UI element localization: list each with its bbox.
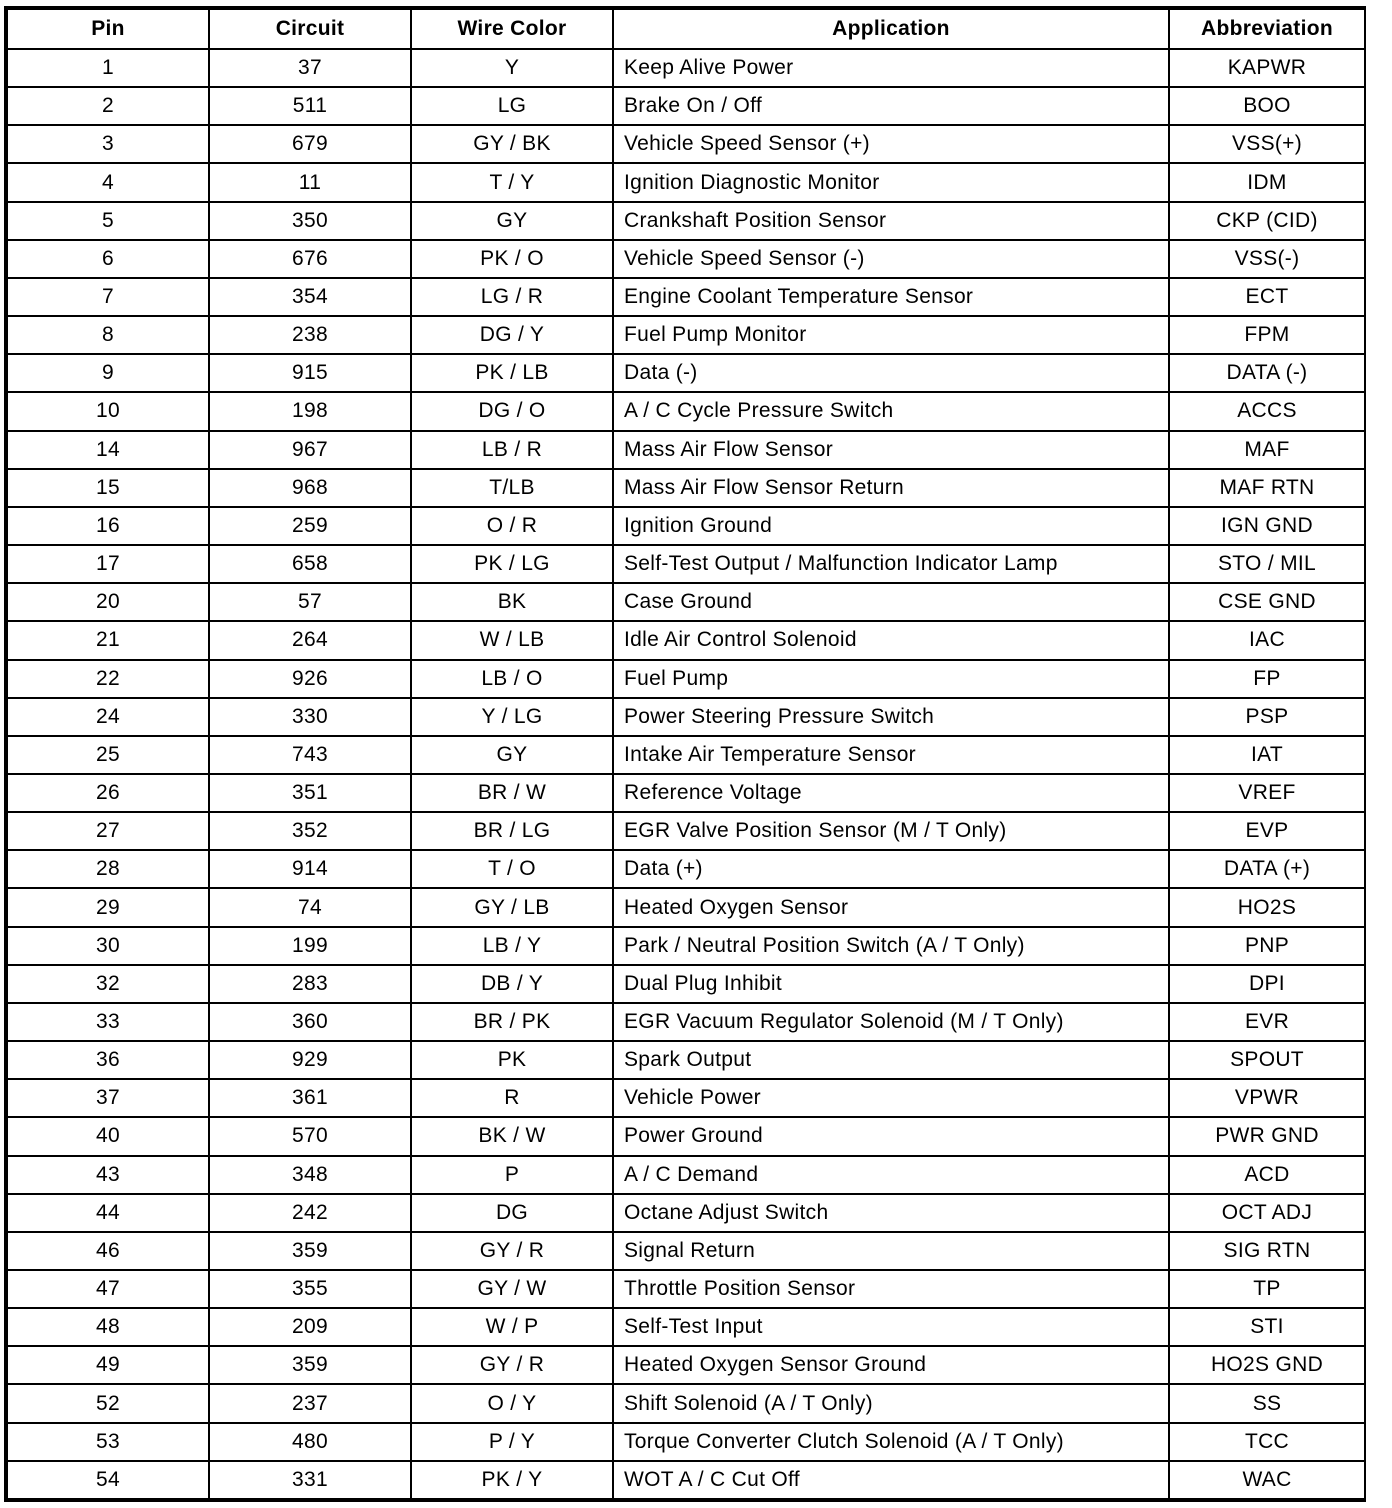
wire-color-cell: T / O <box>411 850 613 888</box>
circuit-cell: 350 <box>209 202 411 240</box>
table-row <box>7 469 1365 507</box>
wire-color-cell: R <box>411 1079 613 1117</box>
circuit-cell: 259 <box>209 507 411 545</box>
circuit-cell: 359 <box>209 1346 411 1384</box>
circuit-cell: 915 <box>209 354 411 392</box>
application-cell: Ignition Ground <box>613 507 1169 545</box>
application-cell: Heated Oxygen Sensor <box>613 888 1169 926</box>
table-row <box>7 850 1365 888</box>
abbreviation-cell: SIG RTN <box>1169 1232 1365 1270</box>
application-cell: Crankshaft Position Sensor <box>613 202 1169 240</box>
circuit-cell: 37 <box>209 49 411 87</box>
pin-cell: 21 <box>7 621 209 659</box>
abbreviation-cell: VREF <box>1169 774 1365 812</box>
wire-color-cell: GY / LB <box>411 888 613 926</box>
wire-color-cell: PK / Y <box>411 1461 613 1499</box>
table-row <box>7 583 1365 621</box>
application-cell: Self-Test Input <box>613 1308 1169 1346</box>
table-row <box>7 888 1365 926</box>
abbreviation-cell: PWR GND <box>1169 1117 1365 1155</box>
pin-cell: 29 <box>7 888 209 926</box>
wire-color-cell: GY / R <box>411 1232 613 1270</box>
application-cell: Power Ground <box>613 1117 1169 1155</box>
table-row <box>7 1384 1365 1422</box>
application-cell: Ignition Diagnostic Monitor <box>613 163 1169 201</box>
circuit-cell: 968 <box>209 469 411 507</box>
wire-color-cell: DG / O <box>411 392 613 430</box>
table-row <box>7 660 1365 698</box>
abbreviation-cell: STO / MIL <box>1169 545 1365 583</box>
abbreviation-cell: MAF RTN <box>1169 469 1365 507</box>
pin-cell: 24 <box>7 698 209 736</box>
pin-cell: 44 <box>7 1194 209 1232</box>
abbreviation-cell: ACD <box>1169 1156 1365 1194</box>
circuit-cell: 359 <box>209 1232 411 1270</box>
application-cell: WOT A / C Cut Off <box>613 1461 1169 1499</box>
circuit-cell: 743 <box>209 736 411 774</box>
application-cell: Fuel Pump <box>613 660 1169 698</box>
circuit-cell: 209 <box>209 1308 411 1346</box>
header-circuit: Circuit <box>209 9 411 49</box>
abbreviation-cell: IAT <box>1169 736 1365 774</box>
circuit-cell: 351 <box>209 774 411 812</box>
abbreviation-cell: MAF <box>1169 431 1365 469</box>
table-row <box>7 774 1365 812</box>
wire-color-cell: DG / Y <box>411 316 613 354</box>
abbreviation-cell: CSE GND <box>1169 583 1365 621</box>
wire-color-cell: PK / LG <box>411 545 613 583</box>
circuit-cell: 360 <box>209 1003 411 1041</box>
abbreviation-cell: STI <box>1169 1308 1365 1346</box>
abbreviation-cell: IAC <box>1169 621 1365 659</box>
abbreviation-cell: DATA (+) <box>1169 850 1365 888</box>
wire-color-cell: LB / Y <box>411 927 613 965</box>
header-wire-color: Wire Color <box>411 9 613 49</box>
wire-color-cell: O / R <box>411 507 613 545</box>
table-row <box>7 1308 1365 1346</box>
pin-cell: 33 <box>7 1003 209 1041</box>
application-cell: Spark Output <box>613 1041 1169 1079</box>
table-row <box>7 392 1365 430</box>
application-cell: Heated Oxygen Sensor Ground <box>613 1346 1169 1384</box>
pin-cell: 26 <box>7 774 209 812</box>
application-cell: Torque Converter Clutch Solenoid (A / T Only) <box>613 1423 1169 1461</box>
wire-color-cell: GY / BK <box>411 125 613 163</box>
wire-color-cell: BR / PK <box>411 1003 613 1041</box>
wire-color-cell: GY <box>411 202 613 240</box>
application-cell: Signal Return <box>613 1232 1169 1270</box>
table-row <box>7 163 1365 201</box>
pin-cell: 3 <box>7 125 209 163</box>
table-row <box>7 278 1365 316</box>
abbreviation-cell: EVP <box>1169 812 1365 850</box>
abbreviation-cell: ACCS <box>1169 392 1365 430</box>
application-cell: Throttle Position Sensor <box>613 1270 1169 1308</box>
circuit-cell: 679 <box>209 125 411 163</box>
wire-color-cell: BR / LG <box>411 812 613 850</box>
application-cell: Engine Coolant Temperature Sensor <box>613 278 1169 316</box>
pin-cell: 40 <box>7 1117 209 1155</box>
application-cell: Shift Solenoid (A / T Only) <box>613 1384 1169 1422</box>
application-cell: A / C Demand <box>613 1156 1169 1194</box>
header-pin: Pin <box>7 9 209 49</box>
abbreviation-cell: OCT ADJ <box>1169 1194 1365 1232</box>
wire-color-cell: GY <box>411 736 613 774</box>
application-cell: Park / Neutral Position Switch (A / T Only) <box>613 927 1169 965</box>
wire-color-cell: BK / W <box>411 1117 613 1155</box>
wire-color-cell: W / P <box>411 1308 613 1346</box>
pin-cell: 36 <box>7 1041 209 1079</box>
application-cell: EGR Vacuum Regulator Solenoid (M / T Only) <box>613 1003 1169 1041</box>
table-row <box>7 812 1365 850</box>
abbreviation-cell: IGN GND <box>1169 507 1365 545</box>
abbreviation-cell: FPM <box>1169 316 1365 354</box>
circuit-cell: 331 <box>209 1461 411 1499</box>
application-cell: Idle Air Control Solenoid <box>613 621 1169 659</box>
header-row <box>7 9 1365 49</box>
abbreviation-cell: VSS(-) <box>1169 240 1365 278</box>
table-row <box>7 1194 1365 1232</box>
application-cell: Vehicle Speed Sensor (+) <box>613 125 1169 163</box>
pinout-table-container <box>4 6 1366 1502</box>
wire-color-cell: BR / W <box>411 774 613 812</box>
wire-color-cell: T / Y <box>411 163 613 201</box>
abbreviation-cell: DPI <box>1169 965 1365 1003</box>
application-cell: Octane Adjust Switch <box>613 1194 1169 1232</box>
application-cell: Keep Alive Power <box>613 49 1169 87</box>
abbreviation-cell: VPWR <box>1169 1079 1365 1117</box>
table-row <box>7 316 1365 354</box>
table-row <box>7 698 1365 736</box>
application-cell: Vehicle Speed Sensor (-) <box>613 240 1169 278</box>
wire-color-cell: P / Y <box>411 1423 613 1461</box>
application-cell: Mass Air Flow Sensor <box>613 431 1169 469</box>
abbreviation-cell: PSP <box>1169 698 1365 736</box>
table-row <box>7 125 1365 163</box>
wire-color-cell: PK <box>411 1041 613 1079</box>
application-cell: Dual Plug Inhibit <box>613 965 1169 1003</box>
pin-cell: 10 <box>7 392 209 430</box>
abbreviation-cell: DATA (-) <box>1169 354 1365 392</box>
pin-cell: 27 <box>7 812 209 850</box>
table-row <box>7 49 1365 87</box>
pin-cell: 4 <box>7 163 209 201</box>
wire-color-cell: W / LB <box>411 621 613 659</box>
application-cell: Power Steering Pressure Switch <box>613 698 1169 736</box>
table-row <box>7 1346 1365 1384</box>
wire-color-cell: LB / O <box>411 660 613 698</box>
circuit-cell: 914 <box>209 850 411 888</box>
wire-color-cell: Y <box>411 49 613 87</box>
circuit-cell: 238 <box>209 316 411 354</box>
application-cell: Mass Air Flow Sensor Return <box>613 469 1169 507</box>
abbreviation-cell: HO2S <box>1169 888 1365 926</box>
pin-cell: 14 <box>7 431 209 469</box>
circuit-cell: 967 <box>209 431 411 469</box>
table-row <box>7 1003 1365 1041</box>
application-cell: Reference Voltage <box>613 774 1169 812</box>
circuit-cell: 74 <box>209 888 411 926</box>
table-row <box>7 1041 1365 1079</box>
abbreviation-cell: SS <box>1169 1384 1365 1422</box>
circuit-cell: 511 <box>209 87 411 125</box>
application-cell: EGR Valve Position Sensor (M / T Only) <box>613 812 1169 850</box>
abbreviation-cell: PNP <box>1169 927 1365 965</box>
table-row <box>7 1232 1365 1270</box>
wire-color-cell: T/LB <box>411 469 613 507</box>
application-cell: Case Ground <box>613 583 1169 621</box>
header-abbreviation: Abbreviation <box>1169 9 1365 49</box>
pin-cell: 49 <box>7 1346 209 1384</box>
table-row <box>7 354 1365 392</box>
wire-color-cell: Y / LG <box>411 698 613 736</box>
table-row <box>7 965 1365 1003</box>
table-row <box>7 1079 1365 1117</box>
circuit-cell: 658 <box>209 545 411 583</box>
wire-color-cell: PK / LB <box>411 354 613 392</box>
circuit-cell: 929 <box>209 1041 411 1079</box>
circuit-cell: 348 <box>209 1156 411 1194</box>
application-cell: A / C Cycle Pressure Switch <box>613 392 1169 430</box>
circuit-cell: 361 <box>209 1079 411 1117</box>
pin-cell: 48 <box>7 1308 209 1346</box>
circuit-cell: 237 <box>209 1384 411 1422</box>
table-row <box>7 1423 1365 1461</box>
pin-cell: 47 <box>7 1270 209 1308</box>
pin-cell: 15 <box>7 469 209 507</box>
abbreviation-cell: KAPWR <box>1169 49 1365 87</box>
abbreviation-cell: SPOUT <box>1169 1041 1365 1079</box>
pin-cell: 2 <box>7 87 209 125</box>
circuit-cell: 199 <box>209 927 411 965</box>
circuit-cell: 354 <box>209 278 411 316</box>
application-cell: Brake On / Off <box>613 87 1169 125</box>
pin-cell: 6 <box>7 240 209 278</box>
pin-cell: 9 <box>7 354 209 392</box>
table-row <box>7 507 1365 545</box>
circuit-cell: 480 <box>209 1423 411 1461</box>
pinout-table <box>6 8 1366 1500</box>
wire-color-cell: O / Y <box>411 1384 613 1422</box>
pin-cell: 53 <box>7 1423 209 1461</box>
wire-color-cell: DB / Y <box>411 965 613 1003</box>
pin-cell: 7 <box>7 278 209 316</box>
application-cell: Intake Air Temperature Sensor <box>613 736 1169 774</box>
abbreviation-cell: WAC <box>1169 1461 1365 1499</box>
table-row <box>7 1461 1365 1499</box>
pin-cell: 37 <box>7 1079 209 1117</box>
wire-color-cell: GY / R <box>411 1346 613 1384</box>
circuit-cell: 355 <box>209 1270 411 1308</box>
abbreviation-cell: IDM <box>1169 163 1365 201</box>
table-row <box>7 431 1365 469</box>
application-cell: Data (-) <box>613 354 1169 392</box>
wire-color-cell: DG <box>411 1194 613 1232</box>
pin-cell: 25 <box>7 736 209 774</box>
circuit-cell: 11 <box>209 163 411 201</box>
table-row <box>7 1117 1365 1155</box>
table-row <box>7 545 1365 583</box>
pin-cell: 43 <box>7 1156 209 1194</box>
abbreviation-cell: HO2S GND <box>1169 1346 1365 1384</box>
circuit-cell: 570 <box>209 1117 411 1155</box>
wire-color-cell: GY / W <box>411 1270 613 1308</box>
circuit-cell: 264 <box>209 621 411 659</box>
pin-cell: 17 <box>7 545 209 583</box>
circuit-cell: 283 <box>209 965 411 1003</box>
pin-cell: 8 <box>7 316 209 354</box>
pin-cell: 1 <box>7 49 209 87</box>
abbreviation-cell: VSS(+) <box>1169 125 1365 163</box>
abbreviation-cell: CKP (CID) <box>1169 202 1365 240</box>
wire-color-cell: BK <box>411 583 613 621</box>
pin-cell: 5 <box>7 202 209 240</box>
circuit-cell: 926 <box>209 660 411 698</box>
pin-cell: 54 <box>7 1461 209 1499</box>
application-cell: Self-Test Output / Malfunction Indicator Lamp <box>613 545 1169 583</box>
pin-cell: 32 <box>7 965 209 1003</box>
circuit-cell: 676 <box>209 240 411 278</box>
pin-cell: 52 <box>7 1384 209 1422</box>
circuit-cell: 352 <box>209 812 411 850</box>
circuit-cell: 57 <box>209 583 411 621</box>
pin-cell: 20 <box>7 583 209 621</box>
table-row <box>7 1270 1365 1308</box>
table-row <box>7 736 1365 774</box>
circuit-cell: 198 <box>209 392 411 430</box>
table-row <box>7 621 1365 659</box>
abbreviation-cell: EVR <box>1169 1003 1365 1041</box>
table-row <box>7 87 1365 125</box>
abbreviation-cell: ECT <box>1169 278 1365 316</box>
application-cell: Fuel Pump Monitor <box>613 316 1169 354</box>
header-application: Application <box>613 9 1169 49</box>
table-row <box>7 1156 1365 1194</box>
wire-color-cell: PK / O <box>411 240 613 278</box>
wire-color-cell: P <box>411 1156 613 1194</box>
pin-cell: 28 <box>7 850 209 888</box>
application-cell: Vehicle Power <box>613 1079 1169 1117</box>
pin-cell: 46 <box>7 1232 209 1270</box>
abbreviation-cell: TP <box>1169 1270 1365 1308</box>
wire-color-cell: LG <box>411 87 613 125</box>
table-body <box>7 49 1365 1499</box>
abbreviation-cell: BOO <box>1169 87 1365 125</box>
pin-cell: 30 <box>7 927 209 965</box>
table-row <box>7 240 1365 278</box>
circuit-cell: 242 <box>209 1194 411 1232</box>
pin-cell: 22 <box>7 660 209 698</box>
circuit-cell: 330 <box>209 698 411 736</box>
table-row <box>7 927 1365 965</box>
wire-color-cell: LG / R <box>411 278 613 316</box>
wire-color-cell: LB / R <box>411 431 613 469</box>
table-row <box>7 202 1365 240</box>
pin-cell: 16 <box>7 507 209 545</box>
abbreviation-cell: FP <box>1169 660 1365 698</box>
abbreviation-cell: TCC <box>1169 1423 1365 1461</box>
application-cell: Data (+) <box>613 850 1169 888</box>
